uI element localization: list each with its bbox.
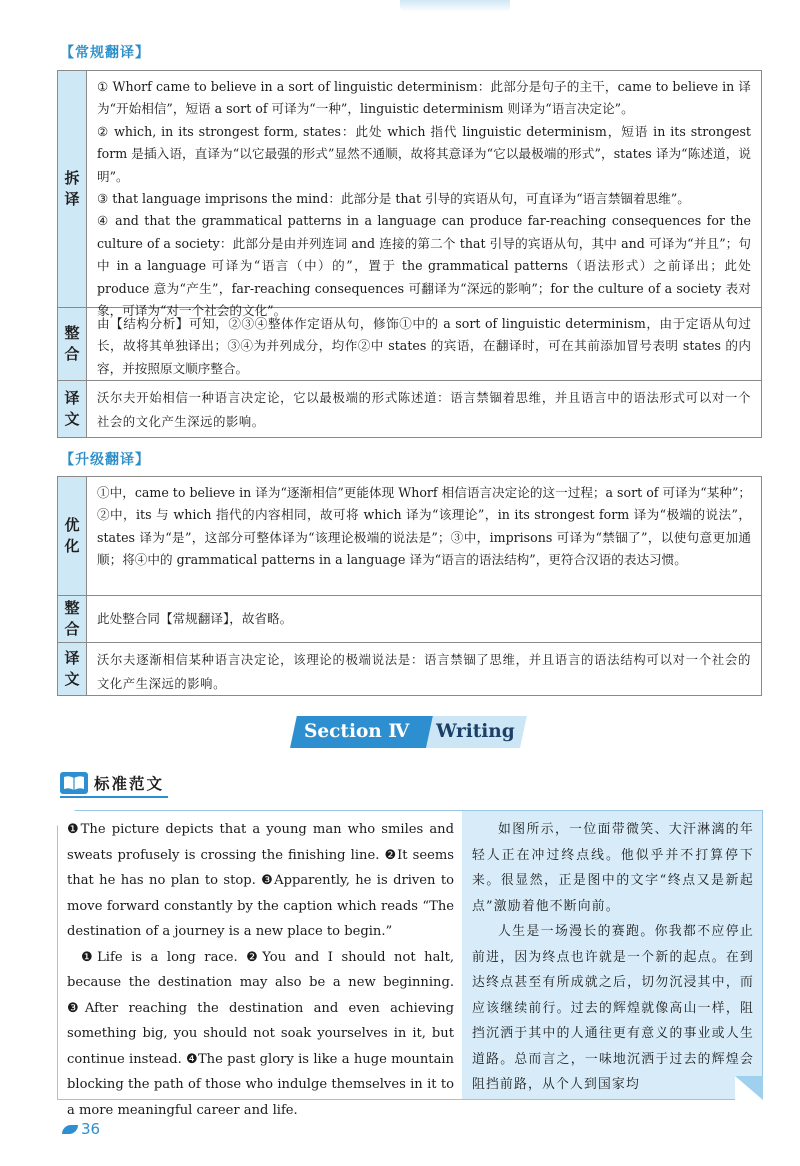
row-side-label	[58, 308, 87, 380]
side-char: 合	[64, 345, 80, 363]
open-book-icon	[60, 772, 88, 794]
row-body	[87, 596, 761, 642]
paragraph: ④ and that the grammatical patterns in a language can produce far-reaching consequences for the culture of a society：此部分是由并列连词 and 连接的第二个 that 引导的宾语从句，其中 and 可译为“并且”；句中 in a language 可译为“语言（中）的”，置于 the grammatical patterns（语法形式）之前译出；此处 produce 意为“产生”，far-reaching consequences 可翻译为“深远的影响”；for the culture of a society 表对象，可译为“对一个社会的文化”。	[97, 213, 751, 319]
heading-underline	[60, 796, 168, 798]
paragraph: ② which, in its strongest form, states：此处 which 指代 linguistic determinism，短语 in its strongest form 是插入语，直译为“以它最强的形式”显然不通顺，故将其意译为“它以最极端的形式”，states 译为“陈述道，说明”。	[97, 123, 751, 184]
row-body	[87, 71, 761, 319]
side-char: 整	[64, 599, 80, 617]
essay-paragraph: 人生是一场漫长的赛跑。你我都不应停止前进，因为终点也许就是一个新的起点。在到达终点甚至有所成就之后，切勿沉浸其中，而应该继续前行。过去的辉煌就像高山一样，阻挡沉洒于其中的人通往更有意义的事业或人生道路。总而言之，一味地沉洒于过去的辉煌会阻挡前路，从个人到国家均	[472, 924, 754, 1092]
table-row-split	[58, 71, 761, 319]
row-side-label	[58, 643, 87, 695]
top-decoration	[400, 0, 510, 12]
paragraph: ① Whorf came to believe in a sort of linguistic determinism：此部分是句子的主干，came to believe in 译为“开始相信”，短语 a sort of 可译为“一种”，linguistic determinism 则译为“语言决定论”。	[97, 79, 751, 117]
row-body	[87, 477, 761, 595]
page-number	[62, 1120, 100, 1140]
standard-essay-heading	[60, 770, 170, 798]
paragraph: 沃尔夫开始相信一种语言决定论，它以最极端的形式陈述道：语言禁锢着思维，并且语言中的语法形式可以对一个社会的文化产生深远的影响。	[97, 391, 751, 429]
regular-translation-table	[57, 70, 762, 438]
paragraph: ①中，came to believe in 译为“逐渐相信”更能体现 Whorf 相信语言决定论的这一过程；a sort of 可译为“某种”；②中，its 与 which 指代的内容相同，故可将 which 译为“该理论”，in its strongest form 译为“极端的说法”，states 译为“是”，这部分可整体译为“该理论极端的说法是”；③中，imprisons 可译为“禁锢了”，以使句意更加通顺；将④中的 grammatical patterns in a language 译为“语言的语法结构”，更符合汉语的表达习惯。	[97, 485, 751, 568]
row-body	[87, 643, 761, 695]
model-essay-box	[57, 810, 763, 1118]
paragraph: 此处整合同【常规翻译】，故省略。	[97, 610, 293, 626]
table-row-translation	[58, 381, 761, 437]
row-side-label	[58, 71, 87, 307]
row-side-label	[58, 596, 87, 642]
table-row-integrate	[58, 308, 761, 381]
section-label-regular: 【常规翻译】	[60, 45, 150, 61]
side-char: 化	[64, 537, 80, 555]
standard-essay-title: 标准范文	[94, 775, 165, 793]
side-char: 译	[64, 649, 80, 667]
row-body	[87, 381, 761, 437]
section-label-advanced: 【升级翻译】	[60, 452, 150, 468]
table-row-integrate	[58, 596, 761, 643]
advanced-translation-table	[57, 476, 762, 696]
paragraph: 沃尔夫逐渐相信某种语言决定论，该理论的极端说法是：语言禁锢了思维，并且语言的语法结构可以对一个社会的文化产生深远的影响。	[97, 653, 751, 691]
paragraph: ③ that language imprisons the mind：此部分是 that 引导的宾语从句，可直译为“语言禁锢着思维”。	[97, 191, 690, 207]
row-side-label	[58, 477, 87, 595]
essay-paragraph: ❶The picture depicts that a young man who smiles and sweats profusely is crossing the finishing line. ❷It seems that he has no plan to stop. ❸Apparently, he is driven to move forward constantly by the caption which reads “The destination of a journey is a new place to begin.”	[67, 822, 454, 939]
side-char: 合	[64, 620, 80, 638]
page-number-text: 36	[81, 1120, 101, 1138]
side-char: 文	[64, 670, 80, 688]
banner-section-number: Section Ⅳ	[304, 721, 410, 742]
essay-paragraph: ❶Life is a long race. ❷You and I should not halt, because the destination may also be a new beginning. ❸After reaching the destination and even achieving something big, you should not soak yourselves in it, but continue instead. ❹The past glory is like a huge mountain blocking the path of those who indulge themselves in it to a more meaningful career and life.	[67, 949, 454, 1118]
side-char: 拆	[64, 169, 80, 187]
essay-paragraph: 如图所示，一位面带微笑、大汗淋漓的年轻人正在冲过终点线。他似乎并不打算停下来。很显然，正是图中的文字“终点又是新起点”激励着他不断向前。	[472, 822, 754, 914]
table-row-optimize	[58, 477, 761, 596]
paragraph: 由【结构分析】可知，②③④整体作定语从句，修饰①中的 a sort of linguistic determinism，由于定语从句过长，故将其单独译出；③④为并列成分，均作②中 states 的宾语，在翻译时，可在其前添加冒号表明 states 的内容，并按照原文顺序整合。	[97, 316, 751, 376]
row-side-label	[58, 381, 87, 437]
page-fold-corner	[735, 1076, 763, 1100]
table-row-translation	[58, 643, 761, 695]
essay-chinese	[462, 811, 762, 1099]
side-char: 文	[64, 410, 80, 428]
banner-section-title: Writing	[436, 721, 515, 742]
side-char: 译	[64, 389, 80, 407]
leaf-icon	[62, 1125, 78, 1134]
side-char: 整	[64, 324, 80, 342]
side-char: 优	[64, 516, 80, 534]
section-banner	[290, 716, 520, 748]
essay-english	[58, 811, 462, 1118]
row-body	[87, 308, 761, 380]
side-char: 译	[64, 190, 80, 208]
